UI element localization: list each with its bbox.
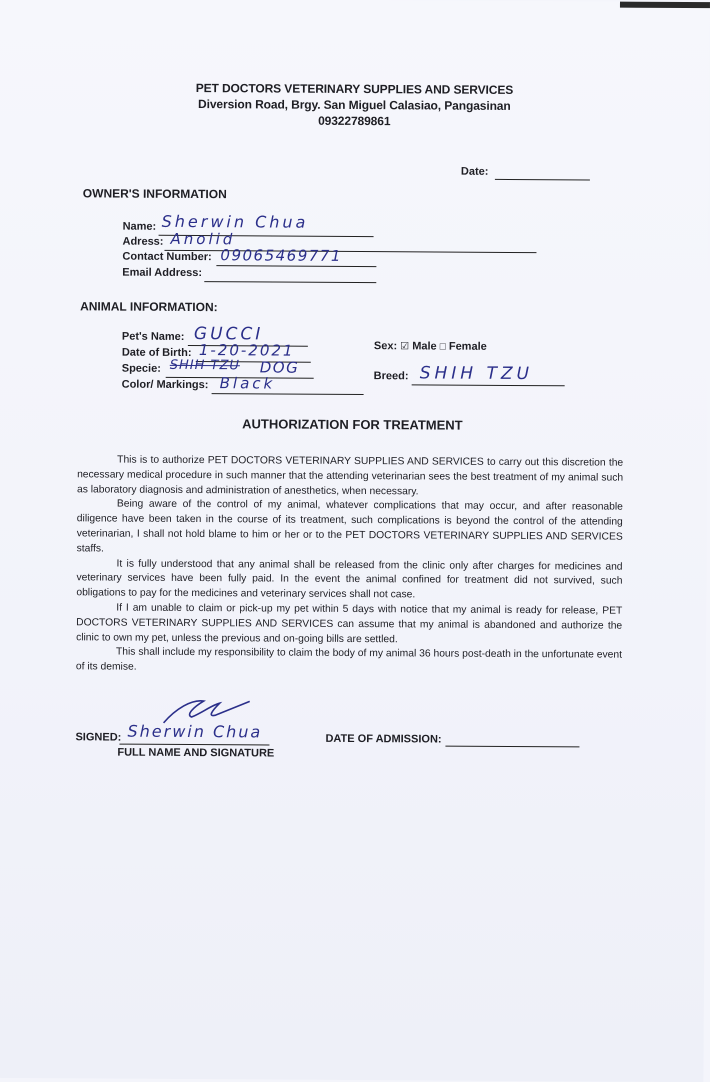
male-label: Male: [412, 340, 437, 353]
pet-name-field[interactable]: GUCCI: [193, 324, 264, 345]
specie-label: Specie:: [121, 362, 161, 375]
breed-line: [412, 384, 565, 386]
date-label: Date:: [460, 165, 489, 178]
owner-name-field[interactable]: Sherwin Chua: [161, 211, 309, 232]
color-label: Color/ Markings:: [121, 378, 209, 392]
signed-name-field[interactable]: Sherwin Chua: [127, 721, 263, 742]
date-field[interactable]: [495, 179, 590, 181]
owner-section-title: OWNER'S INFORMATION: [82, 186, 227, 202]
date-admission-label: DATE OF ADMISSION:: [325, 732, 442, 746]
color-field[interactable]: Black: [219, 374, 276, 393]
sex-row: [374, 340, 487, 353]
owner-email-label: Email Address:: [122, 266, 203, 280]
company-name: PET DOCTORS VETERINARY SUPPLIES AND SERVICES: [195, 81, 514, 97]
company-address: Diversion Road, Brgy. San Miguel Calasiao, Pangasinan: [198, 97, 511, 113]
authorization-paragraph: If I am unable to claim or pick-up my pet within 5 days with notice that my animal is ready for release, PET DOCTORS VETERINARY SUPPLIES AND SERVICES can assume that my animal is abandoned and authorize the clinic to own my pet, unless the previous and on-going bills are settled.: [76, 602, 623, 645]
authorization-paragraph: It is fully understood that any animal shall be released from the clinic only after charges for medicines and veterinary services have been fully paid. In the event the animal confined for treatment did not survived, such obligations to pay for the medicines and veterinary services shall not case.: [76, 558, 623, 601]
breed-label: Breed:: [373, 370, 409, 383]
owner-contact-label: Contact Number:: [122, 250, 212, 264]
company-phone: 09322789861: [318, 113, 391, 129]
male-checkbox[interactable]: ☑: [400, 341, 410, 353]
authorization-paragraph: This shall include my responsibility to claim the body of my animal 36 hours post-death in the unfortunate event of its demise.: [75, 646, 623, 673]
authorization-paragraph: This is to authorize PET DOCTORS VETERINARY SUPPLIES AND SERVICES to carry out this discretion the necessary medical procedure in such manner that the attending veterinarian sees the best treatment of my animal such as laboratory diagnosis and administration of anesthetics, when necessary.: [76, 454, 624, 497]
owner-contact-field[interactable]: 09065469771: [220, 246, 342, 265]
signature-caption: FULL NAME AND SIGNATURE: [117, 746, 275, 760]
animal-section-title: ANIMAL INFORMATION:: [80, 299, 218, 315]
breed-field[interactable]: SHIH TZU: [419, 363, 534, 385]
dob-label: Date of Birth:: [121, 346, 192, 360]
owner-contact-line: [216, 265, 376, 267]
authorization-title: AUTHORIZATION FOR TREATMENT: [242, 416, 463, 433]
signed-label: SIGNED:: [75, 731, 122, 744]
owner-address-field[interactable]: Anolid: [170, 229, 236, 249]
owner-name-label: Name:: [122, 220, 157, 233]
sex-label: Sex:: [373, 340, 398, 353]
specie-field[interactable]: DOG: [259, 358, 300, 377]
color-line: [212, 393, 364, 395]
authorization-body: [76, 453, 623, 678]
authorization-paragraph: Being aware of the control of my animal, whatever complications that may occur, and after reasonable diligence have been taken in the course of its treatment, such complications is beyond the control of the attending veterinarian, I shall not hold blame to him or her or to the PET DOCTORS VETERINARY SUPPLIES AND SERVICES staffs.: [76, 498, 623, 555]
dob-field[interactable]: 1-20-2021: [198, 341, 295, 360]
female-label: Female: [448, 340, 487, 353]
owner-email-field[interactable]: [204, 281, 376, 283]
specie-struck-text: SHIH TZU: [169, 357, 240, 374]
owner-address-label: Adress:: [122, 235, 164, 248]
signed-line: [119, 744, 269, 746]
scan-edge: [620, 2, 710, 9]
female-checkbox[interactable]: □: [439, 341, 446, 353]
pet-name-label: Pet's Name:: [121, 330, 185, 343]
date-admission-field[interactable]: [445, 746, 579, 748]
